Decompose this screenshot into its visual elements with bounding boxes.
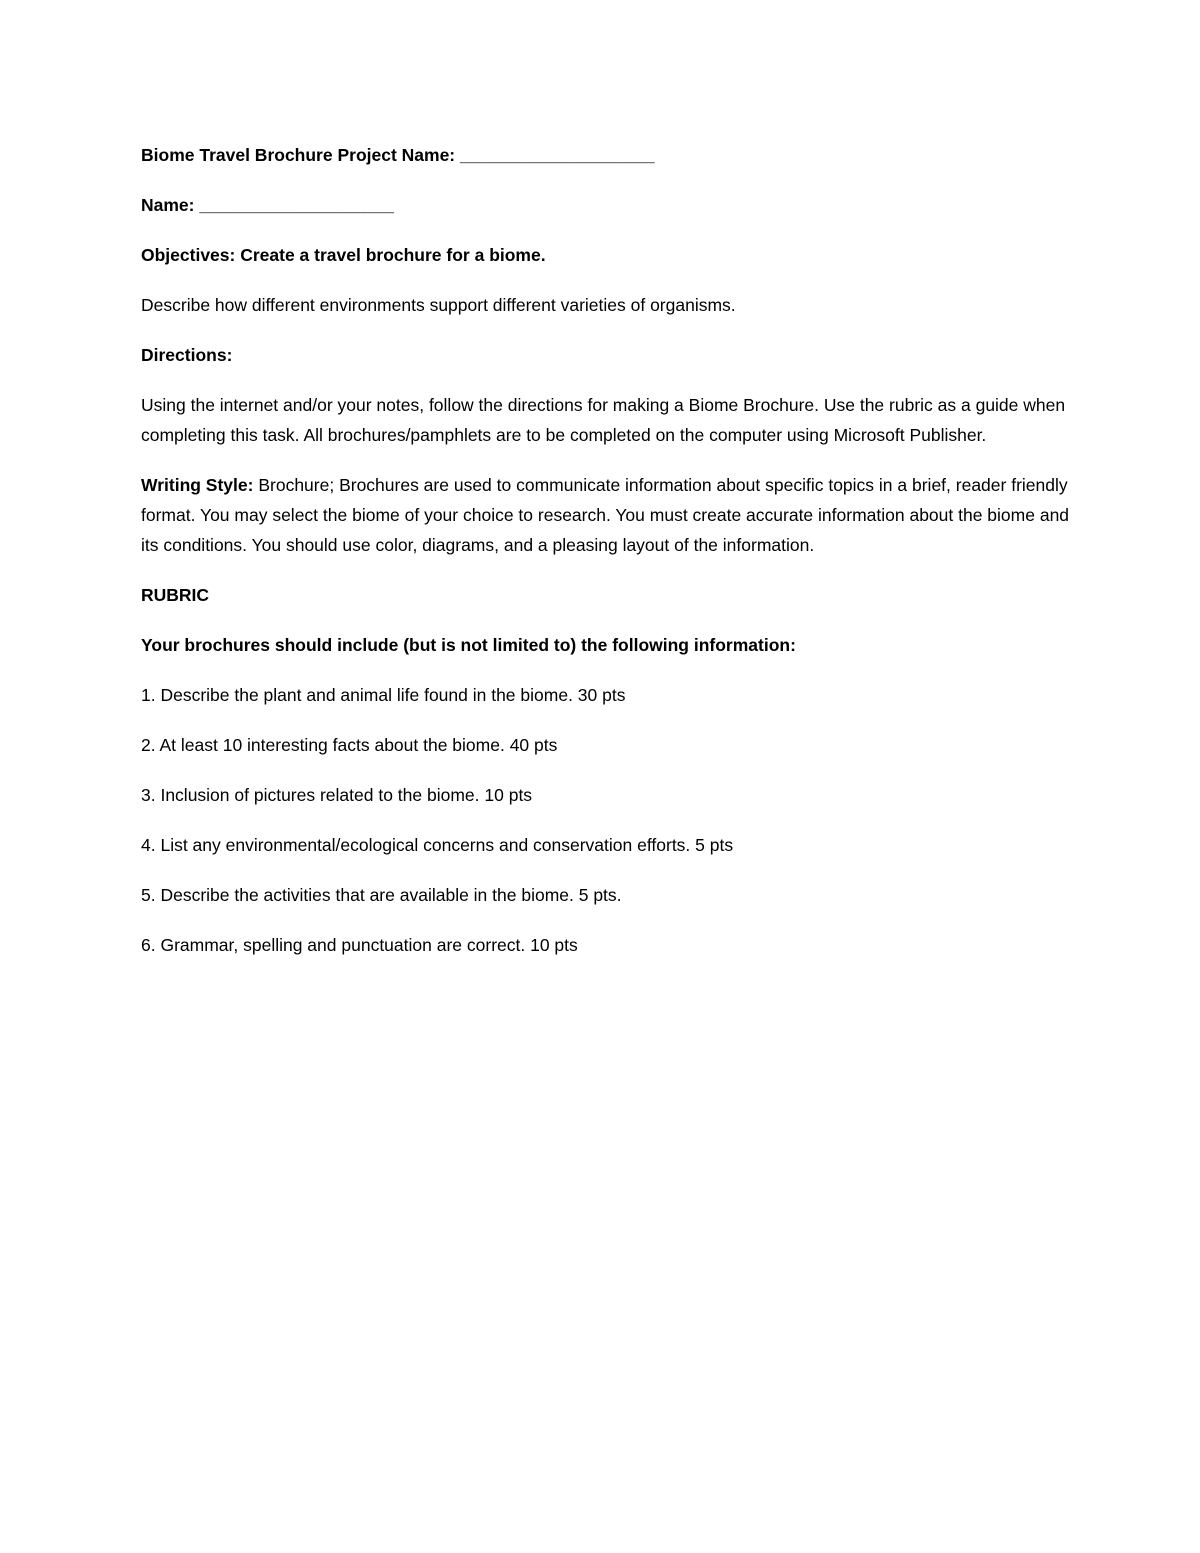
rubric-item: 1. Describe the plant and animal life found in the biome. 30 pts xyxy=(141,685,626,705)
objectives-line: Objectives: Create a travel brochure for a biome. xyxy=(141,245,546,265)
directions-text: Using the internet and/or your notes, follow the directions for making a Biome Brochure. Use the rubric as a guide when completing this task. All brochures/pamphlets are to be completed on the computer using Microsoft Publisher. xyxy=(141,395,1066,445)
document-body xyxy=(141,140,1071,980)
rubric-intro: Your brochures should include (but is not limited to) the following information: xyxy=(141,635,796,655)
rubric-item: 6. Grammar, spelling and punctuation are correct. 10 pts xyxy=(141,935,578,955)
describe-line: Describe how different environments support different varieties of organisms. xyxy=(141,295,736,315)
rubric-item: 2. At least 10 interesting facts about the biome. 40 pts xyxy=(141,735,558,755)
rubric-heading: RUBRIC xyxy=(141,585,210,605)
writing-style-text: Brochure; Brochures are used to communicate information about specific topics in a brief, reader friendly format. You may select the biome of your choice to research. You must create accurate information about the biome and its conditions. You should use color, diagrams, and a pleasing layout of the information. xyxy=(141,475,1070,555)
name-line: Name: ____________________ xyxy=(141,195,395,215)
rubric-item: 3. Inclusion of pictures related to the biome. 10 pts xyxy=(141,785,533,805)
rubric-item: 5. Describe the activities that are available in the biome. 5 pts. xyxy=(141,885,622,905)
title-line: Biome Travel Brochure Project Name: ____________________ xyxy=(141,145,655,165)
directions-heading: Directions: xyxy=(141,345,233,365)
writing-style-label: Writing Style: xyxy=(141,475,254,495)
writing-style-paragraph xyxy=(141,470,1071,560)
rubric-item: 4. List any environmental/ecological concerns and conservation efforts. 5 pts xyxy=(141,835,734,855)
